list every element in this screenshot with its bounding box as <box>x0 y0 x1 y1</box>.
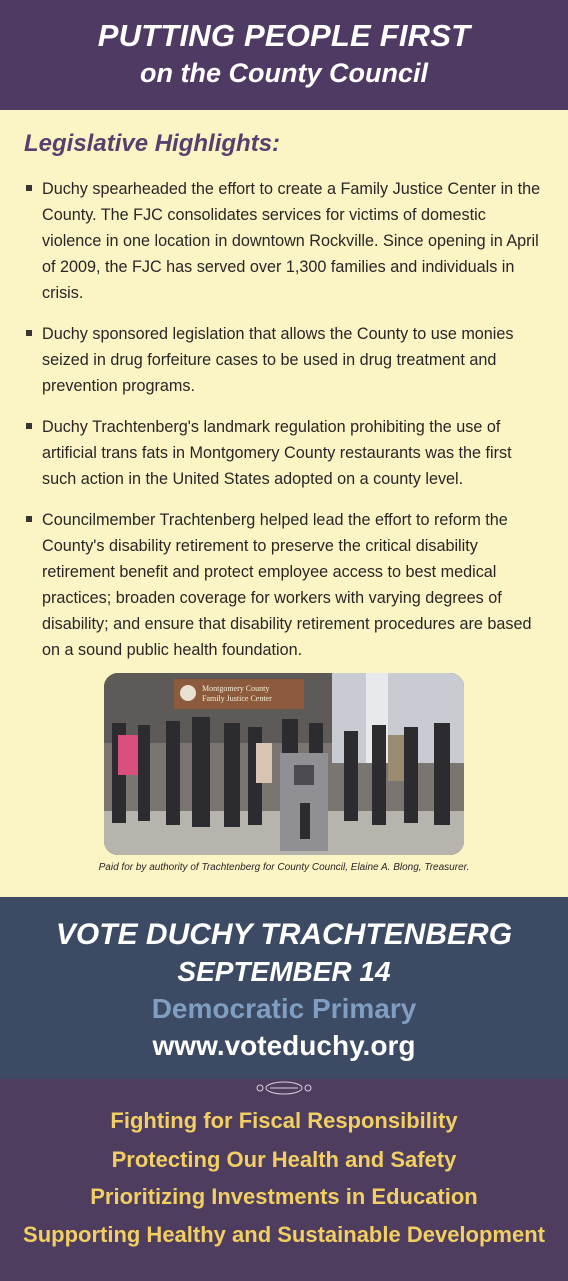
tagline-health: Protecting Our Health and Safety <box>111 1147 457 1172</box>
bullet-square-icon <box>26 330 32 336</box>
paid-for-disclaimer: Paid for by authority of Trachtenberg for County Council, Elaine A. Blong, Treasurer. <box>98 862 470 873</box>
event-photo <box>104 673 464 855</box>
highlight-text: Duchy spearheaded the effort to create a Family Justice Center in the County. The FJC consolidates services for victims of domestic violence in one location in downtown Rockville. Since opening in April of 2009, the FJC has served over 1,300 families and individuals in crisis. <box>42 180 541 302</box>
vote-primary-line: Democratic Primary <box>151 993 417 1024</box>
header-band <box>0 0 568 110</box>
header-title: PUTTING PEOPLE FIRST <box>97 18 471 53</box>
vote-candidate-line: VOTE DUCHY TRACHTENBERG <box>55 918 513 951</box>
bullet-square-icon <box>26 516 32 522</box>
event-photo-illustration <box>104 673 464 855</box>
highlight-text: Duchy Trachtenberg's landmark regulation prohibiting the use of artificial trans fats in Montgomery County restaurants was the first such action in the United States adopted on a county level. <box>42 418 512 488</box>
header-subtitle: on the County Council <box>140 58 428 88</box>
campaign-url: www.voteduchy.org <box>152 1030 416 1061</box>
highlights-list <box>26 176 546 678</box>
tagline-education: Prioritizing Investments in Education <box>90 1184 478 1209</box>
union-bug-icon <box>254 1080 314 1096</box>
highlight-item <box>26 414 546 492</box>
sign-text-line2: Family Justice Center <box>202 694 272 703</box>
highlight-text: Councilmember Trachtenberg helped lead the effort to reform the County's disability retirement to preserve the critical disability retirement benefit and protect employee access to best medical practices; broaden coverage for workers with varying degrees of disability; and ensure that disability retirement procedures are based on a sound public health foundation. <box>42 511 532 659</box>
highlight-text: Duchy sponsored legislation that allows the County to use monies seized in drug forfeiture cases to be used in drug treatment and prevention programs. <box>42 325 514 395</box>
tagline-fiscal: Fighting for Fiscal Responsibility <box>110 1108 458 1133</box>
vote-date-line: SEPTEMBER 14 <box>177 956 391 987</box>
highlight-item <box>26 507 546 663</box>
highlight-item <box>26 321 546 399</box>
highlights-title: Legislative Highlights: <box>24 130 281 157</box>
sign-text-line1: Montgomery County <box>202 684 270 693</box>
highlight-item <box>26 176 546 306</box>
tagline-development: Supporting Healthy and Sustainable Development <box>23 1222 545 1247</box>
bullet-square-icon <box>26 423 32 429</box>
bullet-square-icon <box>26 185 32 191</box>
